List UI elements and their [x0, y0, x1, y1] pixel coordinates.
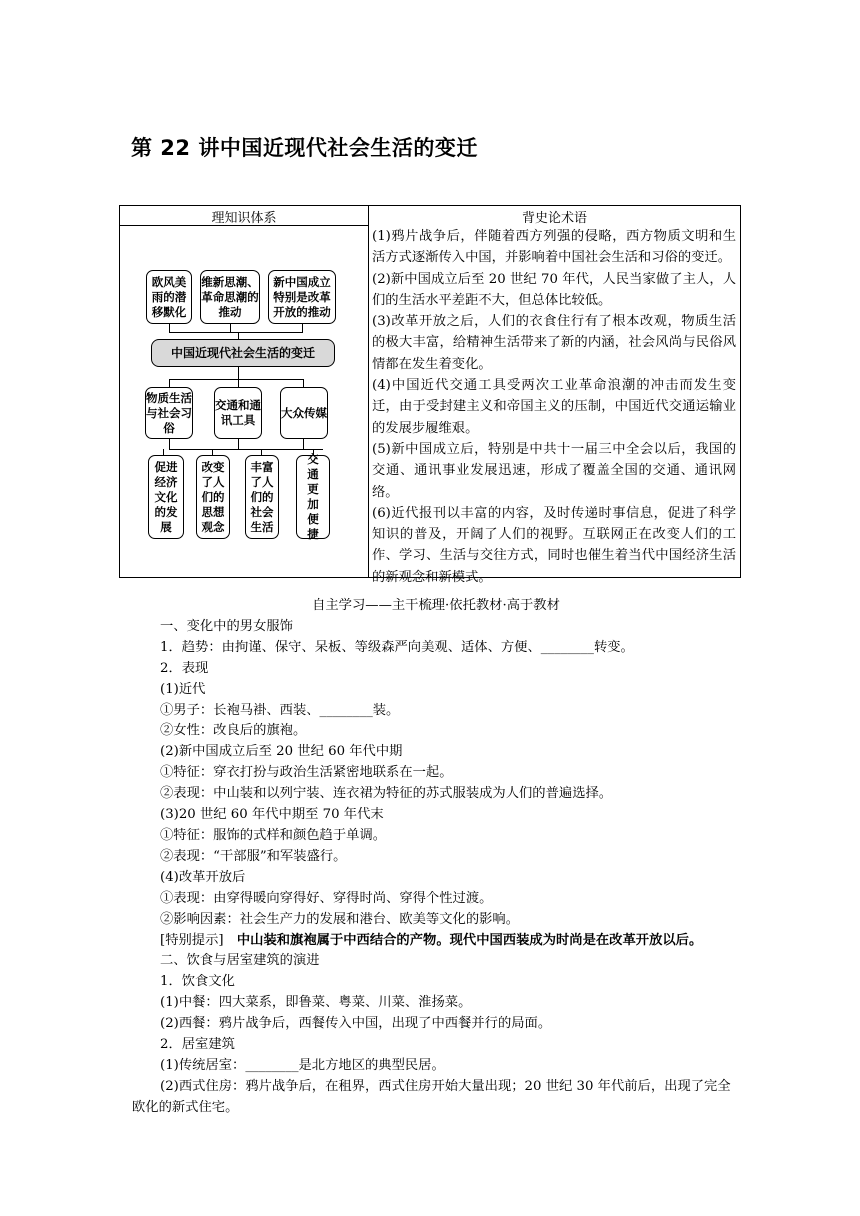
impact-box-4: [296, 452, 330, 541]
connector: [169, 332, 303, 333]
aspect-box-2-label: 交通和通讯工具: [215, 398, 261, 427]
content-line: ②表现：“干部服”和军装盛行。: [160, 848, 347, 864]
content-line: 二、饮食与居室建筑的演进: [160, 953, 320, 969]
impact-box-1: [148, 455, 184, 539]
history-notes: [372, 226, 736, 588]
content-line: (2)西式住房：鸦片战争后，在租界，西式住房开始大量出现；20 世纪 30 年代前后，出现了完全欧化的新式住宅。: [132, 1078, 731, 1115]
content-line: 1．趋势：由拘谨、保守、呆板、等级森严向美观、适体、方便、________转变。: [160, 639, 634, 655]
aspect-box-2: [214, 387, 262, 439]
aspect-box-3-label: 大众传媒: [281, 405, 327, 420]
aspect-box-3: [280, 387, 328, 439]
content-line: ②表现：中山装和以列宁装、连衣裙为特征的苏式服装成为人们的普遍选择。: [160, 786, 613, 802]
connector: [169, 379, 170, 387]
content-line: (4)改革开放后: [160, 869, 246, 885]
content-line: ②女性：改良后的旗袍。: [160, 723, 307, 739]
impact-box-4-label: 交通更加便捷: [307, 452, 319, 541]
central-topic-label: 中国近现代社会生活的变迁: [170, 345, 315, 360]
content-line: 1．饮食文化: [160, 974, 235, 990]
cause-box-2-label: 维新思潮、革命思潮的推动: [201, 274, 259, 319]
central-topic-box: [151, 339, 335, 367]
connector: [238, 439, 239, 449]
content-line: (1)中餐：四大菜系，即鲁菜、粤菜、川菜、淮扬菜。: [160, 995, 472, 1011]
note-item: (6)近代报刊以丰富的内容，及时传递时事信息，促进了科学知识的普及，开阔了人们的视野。互联网正在改变人们的工作、学习、生活与交往方式，同时也催生着当代中国经济生活的新观念和新模式。: [372, 505, 736, 585]
content-line: ①特征：服饰的式样和颜色趋于单调。: [160, 827, 387, 843]
content-line: ②影响因素：社会生产力的发展和港台、欧美等文化的影响。: [160, 911, 520, 927]
content-line: (3)20 世纪 60 年代中期至 70 年代末: [160, 807, 384, 823]
cause-box-1-label: 欧风美雨的潜移默化: [151, 274, 187, 319]
special-tip: [132, 931, 740, 952]
impact-box-3-label: 丰富了人们的社会生活: [250, 459, 274, 534]
connector: [303, 439, 304, 449]
tip-text: 中山装和旗袍属于中西结合的产物。现代中国西装成为时尚是在改革开放以后。: [236, 932, 703, 948]
impact-box-3: [245, 455, 279, 539]
tip-label: [特别提示]: [160, 932, 224, 948]
impact-box-2-label: 改变了人们的思想观念: [201, 459, 225, 534]
connector: [303, 379, 304, 387]
content-line: (1)传统居室：________是北方地区的典型民居。: [160, 1057, 445, 1073]
connector: [169, 324, 170, 332]
knowledge-diagram: [120, 226, 368, 578]
study-content: [132, 596, 740, 1119]
connector: [169, 379, 304, 380]
connector: [302, 324, 303, 332]
content-line: 一、变化中的男女服饰: [160, 618, 293, 634]
content-line: (2)西餐：鸦片战争后，西餐传入中国，出现了中西餐并行的局面。: [160, 1016, 552, 1032]
knowledge-table: [119, 205, 741, 585]
content-line: (2)新中国成立后至 20 世纪 60 年代中期: [160, 744, 403, 760]
content-line: 2．表现: [160, 660, 209, 676]
content-line: 2．居室建筑: [160, 1037, 235, 1053]
connector: [169, 449, 323, 450]
content-line: ①表现：由穿得暖向穿得好、穿得时尚、穿得个性过渡。: [160, 890, 493, 906]
note-item: (2)新中国成立后至 20 世纪 70 年代，人民当家做了主人，人们的生活水平差距不大，但总体比较低。: [372, 271, 736, 308]
note-item: (4)中国近代交通工具受两次工业革命浪潮的冲击而发生变迁，由于受封建主义和帝国主义的压制，中国近代交通运输业的发展步履维艰。: [372, 378, 736, 436]
section-heading: 自主学习——主干梳理·依托教材·高于教材: [312, 598, 560, 613]
note-item: (5)新中国成立后，特别是中共十一届三中全会以后，我国的交通、通讯事业发展迅速，形成了覆盖全国的交通、通讯网络。: [372, 441, 736, 500]
aspect-box-1: [145, 387, 193, 439]
content-line: ①男子：长袍马褂、西装、________装。: [160, 702, 400, 718]
note-item: (3)改革开放之后，人们的衣食住行有了根本改观，物质生活的极大丰富，给精神生活带来了新的内涵，社会风尚与民俗风情都在发生着变化。: [372, 314, 736, 372]
table-divider: [368, 206, 369, 577]
impact-box-2: [196, 455, 230, 539]
connector: [238, 379, 239, 387]
impact-box-1-label: 促进经济文化的发展: [154, 459, 178, 534]
content-line: ①特征：穿衣打扮与政治生活紧密地联系在一起。: [160, 765, 453, 781]
connector: [169, 439, 170, 449]
note-item: (1)鸦片战争后，伴随着西方列强的侵略，西方物质文明和生活方式逐渐传入中国，并影响着中国社会生活和习俗的变迁。: [372, 229, 736, 266]
page-title: 第 22 讲中国近现代社会生活的变迁: [131, 136, 478, 160]
connector: [238, 367, 239, 379]
table-header-right: 背史论术语: [521, 211, 587, 226]
cause-box-3: [268, 270, 336, 324]
table-header-left: 理知识体系: [211, 211, 277, 226]
aspect-box-1-label: 物质生活与社会习俗: [146, 390, 192, 435]
cause-box-1: [146, 270, 192, 324]
cause-box-3-label: 新中国成立特别是改革开放的推动: [273, 274, 331, 319]
content-line: (1)近代: [160, 681, 206, 697]
connector: [238, 332, 239, 339]
connector: [230, 324, 231, 332]
cause-box-2: [200, 270, 260, 324]
